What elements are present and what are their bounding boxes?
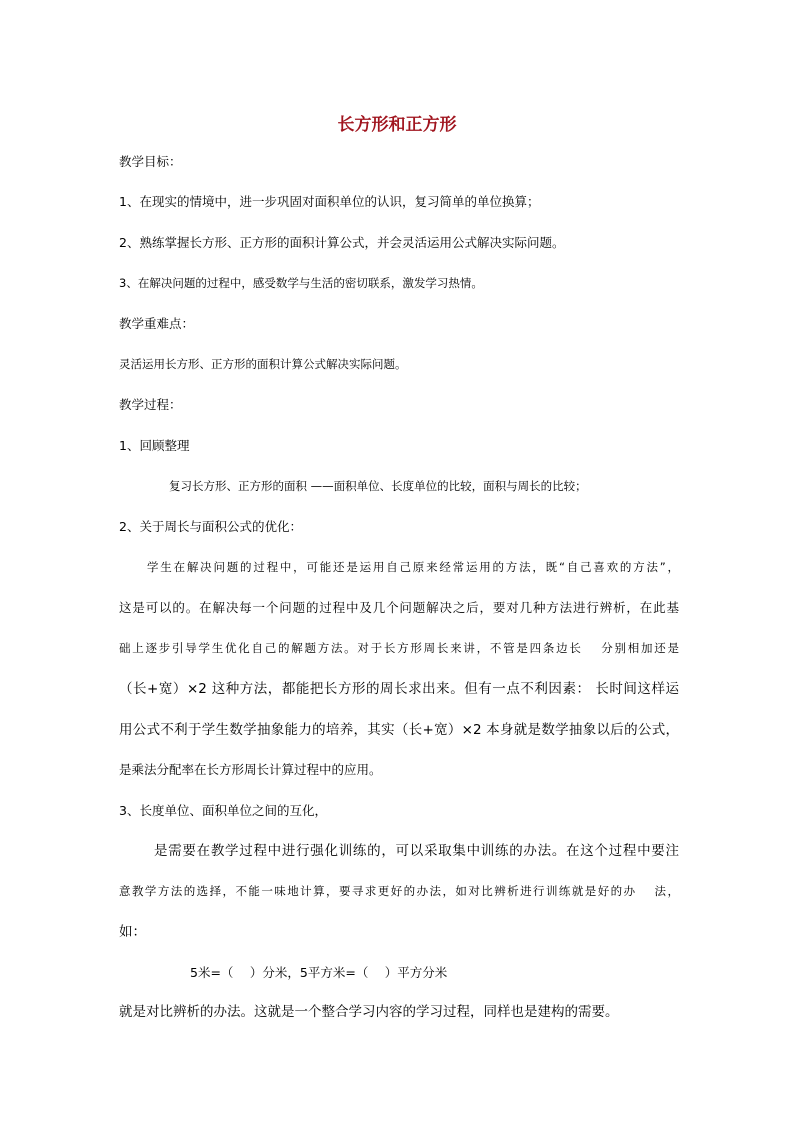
process-step-2: 2、关于周长与面积公式的优化： xyxy=(119,519,302,534)
step-3-line-3: 如： xyxy=(119,924,146,940)
step-2-line-5: 用公式不利于学生数学抽象能力的培养，其实（长+宽）×2 本身就是数学抽象以后的公式， xyxy=(119,722,679,738)
step-3-line-2: 意教学方法的选择，不能一味地计算，要寻求更好的办法，如对比辨析进行训练就是好的办 法， xyxy=(119,884,679,898)
document-title: 长方形和正方形 xyxy=(337,115,457,135)
process-step-1: 1、回顾整理 xyxy=(119,438,190,453)
heading-key-points: 教学重难点： xyxy=(119,316,195,331)
step-2-line-4: （长+宽）×2 这种方法，都能把长方形的周长求出来。但有一点不利因素： 长时间这样运 xyxy=(119,681,679,697)
key-points-text: 灵活运用长方形、正方形的面积计算公式解决实际问题。 xyxy=(119,357,407,371)
step-3-conclusion: 就是对比辨析的办法。这就是一个整合学习内容的学习过程，同样也是建构的需要。 xyxy=(119,1004,619,1020)
step-2-line-1: 学生在解决问题的过程中，可能还是运用自己原来经常运用的方法，既“自己喜欢的方法”， xyxy=(147,560,679,574)
heading-teaching-objectives: 教学目标： xyxy=(119,154,182,169)
step-2-line-6: 是乘法分配率在长方形周长计算过程中的应用。 xyxy=(119,762,382,777)
process-step-3: 3、长度单位、面积单位之间的互化， xyxy=(119,803,327,818)
heading-teaching-process: 教学过程： xyxy=(119,397,182,412)
step-2-line-3: 础上逐步引导学生优化自己的解题方法。对于长方形周长来讲，不管是四条边长 分别相加还是 xyxy=(119,641,679,655)
objective-2: 2、熟练掌握长方形、正方形的面积计算公式，并会灵活运用公式解决实际问题。 xyxy=(119,235,565,250)
objective-3: 3、在解决问题的过程中，感受数学与生活的密切联系，激发学习热情。 xyxy=(119,276,483,290)
process-step-1-text: 复习长方形、正方形的面积 ——面积单位、长度单位的比较，面积与周长的比较； xyxy=(169,479,587,493)
step-3-line-1: 是需要在教学过程中进行强化训练的，可以采取集中训练的办法。在这个过程中要注 xyxy=(154,843,679,859)
step-2-line-2: 这是可以的。在解决每一个问题的过程中及几个问题解决之后，要对几种方法进行辨析，在此基 xyxy=(119,600,679,615)
objective-1: 1、在现实的情境中，进一步巩固对面积单位的认识，复习简单的单位换算； xyxy=(119,194,540,209)
example-exercise: 5米=（ ）分米，5平方米=（ ）平方分米 xyxy=(190,965,448,980)
